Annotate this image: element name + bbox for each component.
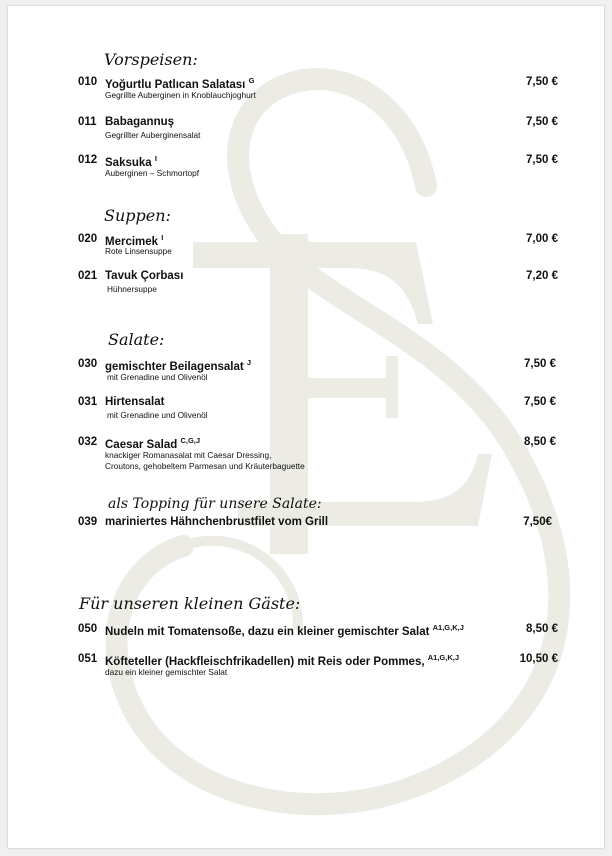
monogram-watermark bbox=[8, 6, 604, 848]
item-price: 8,50 € bbox=[524, 436, 556, 448]
item-description: Rote Linsensuppe bbox=[105, 246, 172, 256]
item-name: Babagannuş bbox=[105, 116, 175, 128]
item-number: 051 bbox=[78, 653, 98, 665]
menu-page bbox=[8, 6, 604, 848]
item-number: 012 bbox=[78, 154, 98, 166]
item-name: Köfteteller (Hackfleischfrikadellen) mit Reis oder Pommes, $^{A1,G,K,J}$ bbox=[105, 653, 460, 668]
item-name: Yoğurtlu Patlıcan Salatası $^G$ bbox=[105, 76, 255, 91]
allergen-codes: G bbox=[248, 76, 255, 85]
item-price: 7,50 € bbox=[524, 358, 556, 370]
item-name: Hirtensalat bbox=[105, 396, 165, 408]
item-price: 7,50 € bbox=[524, 396, 556, 408]
item-name: Caesar Salad $^{C,G,J}$ bbox=[105, 436, 201, 451]
item-name: mariniertes Hähnchenbrustfilet vom Grill bbox=[105, 516, 329, 528]
section-title-suppen: Suppen: bbox=[104, 206, 171, 225]
section-title-salate: Salate: bbox=[108, 330, 165, 349]
item-number: 010 bbox=[78, 76, 98, 88]
item-number: 030 bbox=[78, 358, 98, 370]
allergen-codes: J bbox=[246, 358, 252, 367]
allergen-codes: A1,G,K,J bbox=[432, 623, 464, 632]
item-price: 10,50 € bbox=[519, 653, 558, 665]
item-description: dazu ein kleiner gemischter Salat bbox=[105, 667, 228, 677]
section-title-topping: als Topping für unsere Salate: bbox=[108, 496, 322, 512]
item-price: 7,50 € bbox=[526, 116, 558, 128]
item-description: Auberginen – Schmortopf bbox=[105, 168, 200, 178]
item-name: Tavuk Çorbası bbox=[105, 270, 184, 282]
item-description: Hühnersuppe bbox=[107, 284, 157, 294]
item-price: 7,50 € bbox=[526, 154, 558, 166]
item-price: 7,50 € bbox=[526, 76, 558, 88]
item-number: 031 bbox=[78, 396, 98, 408]
allergen-codes: I bbox=[154, 154, 157, 163]
allergen-codes: I bbox=[161, 233, 164, 242]
item-number: 011 bbox=[78, 116, 97, 128]
section-title-kinder: Für unseren kleinen Gäste: bbox=[79, 594, 301, 613]
item-name: gemischter Beilagensalat $^J$ bbox=[105, 358, 252, 373]
item-price: 7,50€ bbox=[523, 516, 552, 528]
section-title-vorspeisen: Vorspeisen: bbox=[104, 50, 198, 69]
item-number: 050 bbox=[78, 623, 98, 635]
item-number: 020 bbox=[78, 233, 98, 245]
item-name: Mercimek $^I$ bbox=[105, 233, 164, 248]
item-description: Gegrillte Auberginen in Knoblauchjoghurt bbox=[105, 90, 256, 100]
item-price: 7,20 € bbox=[526, 270, 558, 282]
item-number: 039 bbox=[78, 516, 98, 528]
item-name: Nudeln mit Tomatensoße, dazu ein kleiner gemischter Salat $^{A1,G,K,J}$ bbox=[105, 623, 464, 638]
item-number: 021 bbox=[78, 270, 98, 282]
item-price: 7,00 € bbox=[526, 233, 558, 245]
item-number: 032 bbox=[78, 436, 98, 448]
item-name: Saksuka $^I$ bbox=[105, 154, 157, 169]
item-description: knackiger Romanasalat mit Caesar Dressing, Croutons, gehobeltem Parmesan und Kräuterbaguette bbox=[105, 450, 305, 471]
item-price: 8,50 € bbox=[526, 623, 558, 635]
allergen-codes: A1,G,K,J bbox=[427, 653, 460, 662]
item-description: mit Grenadine und Olivenöl bbox=[107, 410, 208, 420]
item-description: Gegrillter Auberginensalat bbox=[105, 130, 201, 140]
allergen-codes: C,G,J bbox=[180, 436, 201, 445]
item-description: mit Grenadine und Olivenöl bbox=[107, 372, 208, 382]
